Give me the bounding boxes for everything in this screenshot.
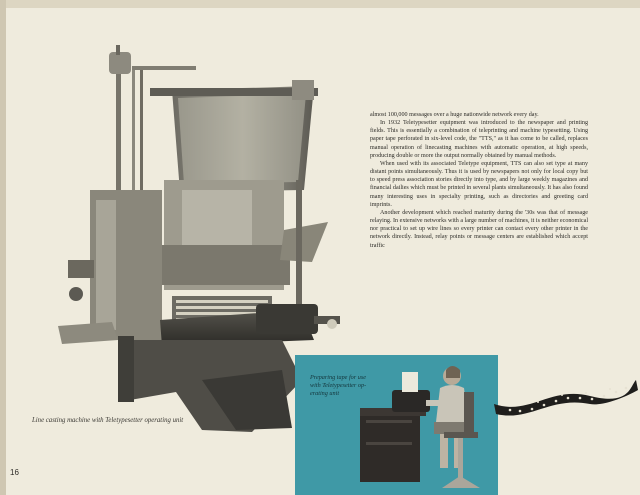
article-paragraph: Another development which reached maturity during the '30s was that of message relaying. In extensive networks with a large number of machines, it is neither economical nor practical to set up wire lines so every printer can contact every other printer in the network directly. Instead, relay points or message centers are established which accept traffic (370, 209, 589, 249)
perforated-tape-ribbon (490, 376, 640, 418)
caption-line: with Teletypesetter op- (310, 382, 367, 389)
article-paragraph: In 1932 Teletypesetter equipment was introduced to the newspaper and printing fields. This is essentially a combination of teleprinting and machine typesetting. Using paper tape perforated in six-level code, the "TTS," as it has come to be called, replaces manual operation of linecasting machines with automatic operation, at high speeds, producing double or more the output normally obtained by manual methods. (370, 120, 588, 159)
article-paragraph: When used with its associated Teletype equipment, TTS can also set type at many distant points simultaneously. Thus it is used by newspapers not only for local copy but to speed press association stories directly into type, and by large weekly magazines and financial dailies which must be printed in several plants simultaneously. It has also found many interesting uses in specialty printing, such as directories and greeting card imprints. (370, 160, 588, 208)
article-text (370, 111, 588, 250)
tape-operator-photo (360, 362, 498, 495)
page-number: 16 (10, 468, 19, 477)
article-paragraph: almost 100,000 messages over a huge nationwide network every day. (370, 112, 539, 118)
page-left-edge (0, 0, 6, 495)
caption-line: Preparing tape for use (310, 374, 366, 381)
machine-photo-caption: Line casting machine with Teletypesetter operating unit (32, 417, 184, 424)
page-top-edge (0, 0, 640, 8)
caption-line: erating unit (310, 390, 340, 397)
